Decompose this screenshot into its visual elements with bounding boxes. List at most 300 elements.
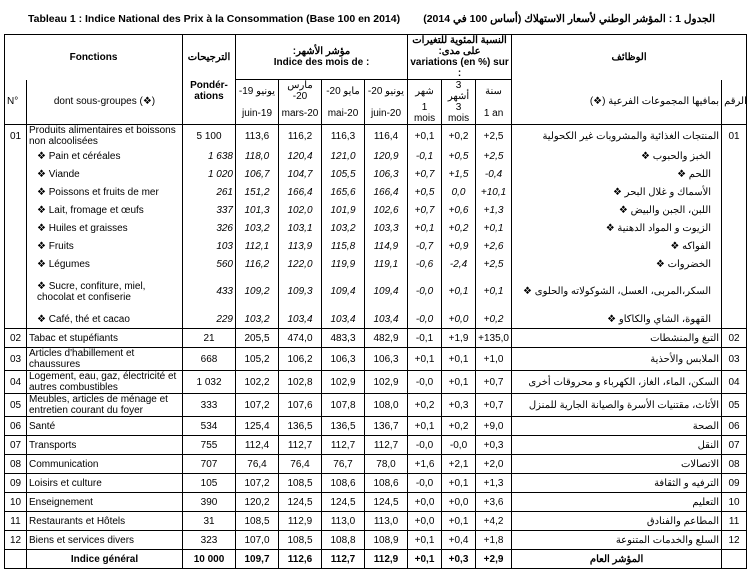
row-variation: +0,1 [442, 512, 476, 531]
row-index-value: 120,4 [279, 147, 322, 165]
row-number-ar [722, 201, 747, 219]
row-variation: +0,7 [476, 371, 512, 394]
row-variation: +0,1 [408, 348, 442, 371]
header-indice [236, 35, 408, 80]
row-number [5, 183, 27, 201]
row-variation: +0,1 [408, 125, 442, 148]
cpi-table [4, 34, 747, 569]
row-label-ar: الفواكه ❖ [512, 237, 722, 255]
row-label-fr: ❖ Fruits [27, 237, 183, 255]
function-row [5, 125, 747, 148]
row-label-fr: ❖ Huiles et graisses [27, 219, 183, 237]
row-variation: +1,6 [408, 455, 442, 474]
row-label-ar: الأثاث، مقتنيات الأسرة والصيانة الجارية للمنزل [512, 394, 722, 417]
row-variation: +0,1 [408, 219, 442, 237]
row-index-value: 118,0 [236, 147, 279, 165]
row-variation: +0,1 [476, 219, 512, 237]
row-variation: +3,6 [476, 493, 512, 512]
row-ponderation: 390 [183, 493, 236, 512]
header-n-ar: الرقم [722, 80, 747, 125]
row-index-value: 113,0 [365, 512, 408, 531]
row-number-ar [722, 273, 747, 310]
row-variation: -2,4 [442, 255, 476, 273]
row-ponderation: 333 [183, 394, 236, 417]
row-number-ar: 08 [722, 455, 747, 474]
row-index-value: 166,4 [365, 183, 408, 201]
row-index-value: 101,3 [236, 201, 279, 219]
row-number-ar [722, 310, 747, 329]
subgroup-row [5, 310, 747, 329]
row-index-value: 76,7 [322, 455, 365, 474]
row-index-value: 108,5 [236, 512, 279, 531]
title-fr: Tableau 1 : Indice National des Prix à la Consommation (Base 100 en 2014) [28, 13, 401, 25]
row-variation: +0,1 [442, 348, 476, 371]
row-index-value: 109,2 [236, 273, 279, 310]
row-index-value: 103,4 [279, 310, 322, 329]
row-number-ar: 07 [722, 436, 747, 455]
row-label-ar: الخبز والحبوب ❖ [512, 147, 722, 165]
header-sous-groupes: dont sous-groupes (❖) [27, 80, 183, 125]
row-index-value: 103,4 [365, 310, 408, 329]
row-index-value: 116,4 [365, 125, 408, 148]
row-variation: +1,3 [476, 201, 512, 219]
function-row [5, 474, 747, 493]
row-index-value: 107,8 [322, 394, 365, 417]
row-index-value: 166,4 [279, 183, 322, 201]
row-ponderation: 337 [183, 201, 236, 219]
month-fr-2: mars-20 [279, 102, 322, 125]
function-row [5, 417, 747, 436]
row-variation: +0,1 [442, 273, 476, 310]
row-number [5, 147, 27, 165]
row-index-value: 104,7 [279, 165, 322, 183]
row-index-value: 102,9 [322, 371, 365, 394]
row-index-value: 106,7 [236, 165, 279, 183]
row-number [5, 201, 27, 219]
row-variation: +0,2 [408, 394, 442, 417]
row-label-fr: Loisirs et culture [27, 474, 183, 493]
total-value: 112,6 [279, 550, 322, 569]
row-index-value: 112,7 [279, 436, 322, 455]
row-number [5, 219, 27, 237]
row-variation: -0,6 [408, 255, 442, 273]
row-index-value: 78,0 [365, 455, 408, 474]
row-ponderation: 229 [183, 310, 236, 329]
row-label-fr: Restaurants et Hôtels [27, 512, 183, 531]
row-ponderation: 103 [183, 237, 236, 255]
row-index-value: 103,1 [279, 219, 322, 237]
row-variation: +0,4 [442, 531, 476, 550]
row-number-ar: 02 [722, 329, 747, 348]
subgroup-row [5, 237, 747, 255]
row-variation: +2,6 [476, 237, 512, 255]
row-variation: -0,4 [476, 165, 512, 183]
title-ar: الجدول 1 : المؤشر الوطني لأسعار الاستهلاك (أساس 100 في 2014) [423, 13, 715, 25]
row-index-value: 106,2 [279, 348, 322, 371]
row-number [5, 237, 27, 255]
header-variation-ar: النسبة المئوية للتغيرات على مدى: [412, 35, 507, 57]
row-number-ar [722, 237, 747, 255]
row-variation: +0,9 [442, 237, 476, 255]
row-index-value: 103,2 [322, 219, 365, 237]
row-label-ar: النقل [512, 436, 722, 455]
period-ar-2: 3 أشهر [442, 80, 476, 103]
row-variation: +0,2 [442, 125, 476, 148]
row-variation: +2,5 [476, 147, 512, 165]
period-fr-2: 3 mois [442, 102, 476, 125]
function-row [5, 455, 747, 474]
row-label-fr: ❖ Poissons et fruits de mer [27, 183, 183, 201]
row-variation: +0,5 [442, 147, 476, 165]
row-ponderation: 1 020 [183, 165, 236, 183]
row-index-value: 76,4 [279, 455, 322, 474]
row-number-ar: 06 [722, 417, 747, 436]
row-ponderation: 326 [183, 219, 236, 237]
row-index-value: 112,7 [322, 436, 365, 455]
row-label-ar: الصحة [512, 417, 722, 436]
subgroup-row [5, 183, 747, 201]
row-number-ar: 12 [722, 531, 747, 550]
period-fr-3: 1 an [476, 102, 512, 125]
row-number-ar [722, 165, 747, 183]
row-variation: +0,3 [476, 436, 512, 455]
function-row [5, 436, 747, 455]
row-ponderation: 31 [183, 512, 236, 531]
subgroup-row [5, 201, 747, 219]
row-number: 03 [5, 348, 27, 371]
row-label-ar: التعليم [512, 493, 722, 512]
row-number: 11 [5, 512, 27, 531]
row-variation: +10,1 [476, 183, 512, 201]
row-ponderation: 1 032 [183, 371, 236, 394]
row-variation: +2,1 [442, 455, 476, 474]
header-n: N° [5, 80, 27, 125]
row-index-value: 102,6 [365, 201, 408, 219]
month-fr-4: juin-20 [365, 102, 408, 125]
row-index-value: 112,7 [365, 436, 408, 455]
header-fonctions: Fonctions [5, 35, 183, 80]
row-variation: -0,1 [408, 147, 442, 165]
row-variation: +1,8 [476, 531, 512, 550]
row-index-value: 108,5 [279, 531, 322, 550]
period-fr-1: 1 mois [408, 102, 442, 125]
row-index-value: 115,8 [322, 237, 365, 255]
header-variation [408, 35, 512, 80]
row-variation: +1,9 [442, 329, 476, 348]
row-label-fr: ❖ Pain et céréales [27, 147, 183, 165]
row-index-value: 120,2 [236, 493, 279, 512]
row-index-value: 108,6 [322, 474, 365, 493]
total-variation: +0,3 [442, 550, 476, 569]
row-label-fr: Transports [27, 436, 183, 455]
row-label-fr: Articles d'habillement et chaussures [27, 348, 183, 371]
row-label-ar: السكن، الماء، الغاز، الكهرباء و محروقات أخرى [512, 371, 722, 394]
row-variation: +0,5 [408, 183, 442, 201]
row-variation: +0,2 [476, 310, 512, 329]
row-index-value: 103,2 [236, 310, 279, 329]
row-ponderation: 707 [183, 455, 236, 474]
row-variation: +0,0 [408, 512, 442, 531]
row-variation: +0,1 [442, 371, 476, 394]
row-variation: +1,5 [442, 165, 476, 183]
row-number-ar [722, 147, 747, 165]
row-ponderation: 433 [183, 273, 236, 310]
row-index-value: 105,2 [236, 348, 279, 371]
row-number [5, 255, 27, 273]
row-variation: +0,2 [442, 417, 476, 436]
month-ar-3: مايو 20- [322, 80, 365, 103]
row-index-value: 105,5 [322, 165, 365, 183]
row-index-value: 474,0 [279, 329, 322, 348]
subgroup-row [5, 273, 747, 310]
row-label-ar: الخضروات ❖ [512, 255, 722, 273]
row-label-fr: ❖ Café, thé et cacao [27, 310, 183, 329]
month-ar-4: يونيو 20- [365, 80, 408, 103]
function-row [5, 531, 747, 550]
row-label-ar: المنتجات الغذائية والمشروبات غير الكحولية [512, 125, 722, 148]
row-index-value: 136,5 [279, 417, 322, 436]
row-ponderation: 5 100 [183, 125, 236, 148]
header-fonctions-ar: الوظائف [512, 35, 747, 80]
row-label-ar: المطاعم والفنادق [512, 512, 722, 531]
header-variation-fr: variations (en %) sur : [410, 57, 509, 79]
row-variation: +0,1 [476, 273, 512, 310]
row-label-ar: القهوة، الشاي والكاكاو ❖ [512, 310, 722, 329]
row-number: 08 [5, 455, 27, 474]
row-index-value: 107,0 [236, 531, 279, 550]
row-index-value: 122,0 [279, 255, 322, 273]
row-number-ar: 01 [722, 125, 747, 148]
row-index-value: 116,2 [279, 125, 322, 148]
row-index-value: 107,6 [279, 394, 322, 417]
row-label-ar: السلع والخدمات المتنوعة [512, 531, 722, 550]
row-number: 05 [5, 394, 27, 417]
function-row [5, 394, 747, 417]
row-variation: +0,1 [442, 474, 476, 493]
row-variation: +1,0 [476, 348, 512, 371]
row-index-value: 114,9 [365, 237, 408, 255]
row-variation: 0,0 [442, 183, 476, 201]
row-index-value: 116,3 [322, 125, 365, 148]
row-ponderation: 534 [183, 417, 236, 436]
row-number-ar [722, 183, 747, 201]
total-value: 109,7 [236, 550, 279, 569]
row-index-value: 101,9 [322, 201, 365, 219]
period-ar-1: شهر [408, 80, 442, 103]
row-index-value: 136,5 [322, 417, 365, 436]
row-index-value: 112,9 [279, 512, 322, 531]
row-number [5, 273, 27, 310]
row-index-value: 109,3 [279, 273, 322, 310]
row-label-fr: ❖ Viande [27, 165, 183, 183]
row-label-ar: الترفيه و الثقافة [512, 474, 722, 493]
function-row [5, 512, 747, 531]
header-indice-ar: مؤشر الأشهر: [292, 46, 351, 57]
row-variation: -0,0 [442, 436, 476, 455]
row-index-value: 124,5 [365, 493, 408, 512]
row-index-value: 124,5 [322, 493, 365, 512]
function-row [5, 329, 747, 348]
row-ponderation: 105 [183, 474, 236, 493]
row-label-ar: الزيوت و المواد الدهنية ❖ [512, 219, 722, 237]
row-index-value: 108,6 [365, 474, 408, 493]
row-label-fr: Produits alimentaires et boissons non alcoolisées [27, 125, 183, 148]
row-label-ar: السكر،المربى، العسل، الشوكولاته والحلوى ❖ [512, 273, 722, 310]
row-ponderation: 560 [183, 255, 236, 273]
row-index-value: 108,9 [365, 531, 408, 550]
row-number: 12 [5, 531, 27, 550]
subgroup-row [5, 219, 747, 237]
row-index-value: 102,0 [279, 201, 322, 219]
row-index-value: 109,4 [365, 273, 408, 310]
header-sous-groupes-ar: بمافيها المجموعات الفرعية (❖) [512, 80, 722, 125]
header-ponderations-ar: الترجيحات [183, 35, 236, 80]
row-label-fr: ❖ Sucre, confiture, miel, chocolat et confiserie [27, 273, 183, 310]
row-label-ar: الأسماك و غلال البحر ❖ [512, 183, 722, 201]
row-index-value: 108,0 [365, 394, 408, 417]
row-index-value: 136,7 [365, 417, 408, 436]
month-ar-2: مارس 20- [279, 80, 322, 103]
row-number-ar: 03 [722, 348, 747, 371]
row-ponderation: 21 [183, 329, 236, 348]
row-index-value: 106,3 [365, 348, 408, 371]
row-label-fr: Meubles, articles de ménage et entretien courant du foyer [27, 394, 183, 417]
row-index-value: 102,8 [279, 371, 322, 394]
row-number: 01 [5, 125, 27, 148]
row-number-ar: 05 [722, 394, 747, 417]
row-index-value: 121,0 [322, 147, 365, 165]
month-ar-1: يونيو 19- [236, 80, 279, 103]
row-variation: -0,0 [408, 310, 442, 329]
row-number-ar [722, 219, 747, 237]
row-index-value: 119,9 [322, 255, 365, 273]
subgroup-row [5, 147, 747, 165]
total-value: 112,7 [322, 550, 365, 569]
row-index-value: 205,5 [236, 329, 279, 348]
row-variation: +0,1 [408, 531, 442, 550]
function-row [5, 348, 747, 371]
row-ponderation: 755 [183, 436, 236, 455]
row-index-value: 106,3 [365, 165, 408, 183]
function-row [5, 493, 747, 512]
row-number-ar: 04 [722, 371, 747, 394]
row-variation: +0,1 [408, 417, 442, 436]
row-number-ar: 11 [722, 512, 747, 531]
row-number [5, 310, 27, 329]
row-index-value: 108,8 [322, 531, 365, 550]
subgroup-row [5, 255, 747, 273]
row-index-value: 102,2 [236, 371, 279, 394]
row-variation: +2,5 [476, 255, 512, 273]
row-label-ar: اللحم ❖ [512, 165, 722, 183]
row-index-value: 112,4 [236, 436, 279, 455]
row-index-value: 119,1 [365, 255, 408, 273]
row-label-fr: Communication [27, 455, 183, 474]
row-variation: -0,0 [408, 273, 442, 310]
row-number: 02 [5, 329, 27, 348]
row-label-fr: ❖ Légumes [27, 255, 183, 273]
row-index-value: 125,4 [236, 417, 279, 436]
header-indice-fr: Indice des mois de : [273, 57, 370, 68]
row-index-value: 112,1 [236, 237, 279, 255]
row-label-fr: Enseignement [27, 493, 183, 512]
row-variation: +9,0 [476, 417, 512, 436]
row-label-fr: Tabac et stupéfiants [27, 329, 183, 348]
row-index-value: 109,4 [322, 273, 365, 310]
total-value: 112,9 [365, 550, 408, 569]
row-index-value: 113,9 [279, 237, 322, 255]
row-ponderation: 323 [183, 531, 236, 550]
row-variation: +0,3 [442, 394, 476, 417]
row-index-value: 106,3 [322, 348, 365, 371]
row-variation: +2,5 [476, 125, 512, 148]
row-index-value: 107,2 [236, 394, 279, 417]
row-variation: -0,0 [408, 371, 442, 394]
row-index-value: 113,0 [322, 512, 365, 531]
row-index-value: 165,6 [322, 183, 365, 201]
row-variation: +0,2 [442, 219, 476, 237]
row-number-ar: 09 [722, 474, 747, 493]
row-number-ar [722, 255, 747, 273]
row-index-value: 103,2 [236, 219, 279, 237]
row-index-value: 482,9 [365, 329, 408, 348]
subgroup-row [5, 165, 747, 183]
total-label-ar: المؤشر العام [512, 550, 722, 569]
row-variation: +0,7 [408, 201, 442, 219]
row-index-value: 108,5 [279, 474, 322, 493]
row-index-value: 113,6 [236, 125, 279, 148]
row-ponderation: 668 [183, 348, 236, 371]
row-variation: +4,2 [476, 512, 512, 531]
row-index-value: 124,5 [279, 493, 322, 512]
row-variation: +1,3 [476, 474, 512, 493]
header-ponderations: Pondér-ations [183, 80, 236, 125]
row-label-ar: التبغ والمنشطات [512, 329, 722, 348]
row-variation: +0,0 [408, 493, 442, 512]
row-index-value: 483,3 [322, 329, 365, 348]
row-index-value: 120,9 [365, 147, 408, 165]
row-variation: -0,1 [408, 329, 442, 348]
row-variation: +0,7 [476, 394, 512, 417]
row-label-fr: ❖ Lait, fromage et œufs [27, 201, 183, 219]
row-number: 07 [5, 436, 27, 455]
month-fr-1: juin-19 [236, 102, 279, 125]
total-variation: +0,1 [408, 550, 442, 569]
row-index-value: 102,9 [365, 371, 408, 394]
row-label-ar: اللبن، الجبن والبيض ❖ [512, 201, 722, 219]
row-label-ar: الملابس والأحذية [512, 348, 722, 371]
row-label-fr: Logement, eau, gaz, électricité et autres combustibles [27, 371, 183, 394]
row-index-value: 151,2 [236, 183, 279, 201]
row-label-ar: الاتصالات [512, 455, 722, 474]
row-number-ar: 10 [722, 493, 747, 512]
row-variation: -0,7 [408, 237, 442, 255]
row-index-value: 76,4 [236, 455, 279, 474]
row-variation: +2,0 [476, 455, 512, 474]
row-ponderation: 1 638 [183, 147, 236, 165]
row-index-value: 107,2 [236, 474, 279, 493]
row-variation: +135,0 [476, 329, 512, 348]
row-label-fr: Biens et services divers [27, 531, 183, 550]
function-row [5, 371, 747, 394]
total-variation: +2,9 [476, 550, 512, 569]
row-ponderation: 261 [183, 183, 236, 201]
row-label-fr: Santé [27, 417, 183, 436]
row-index-value: 116,2 [236, 255, 279, 273]
row-variation: +0,7 [408, 165, 442, 183]
row-variation: +0,6 [442, 201, 476, 219]
row-number: 09 [5, 474, 27, 493]
